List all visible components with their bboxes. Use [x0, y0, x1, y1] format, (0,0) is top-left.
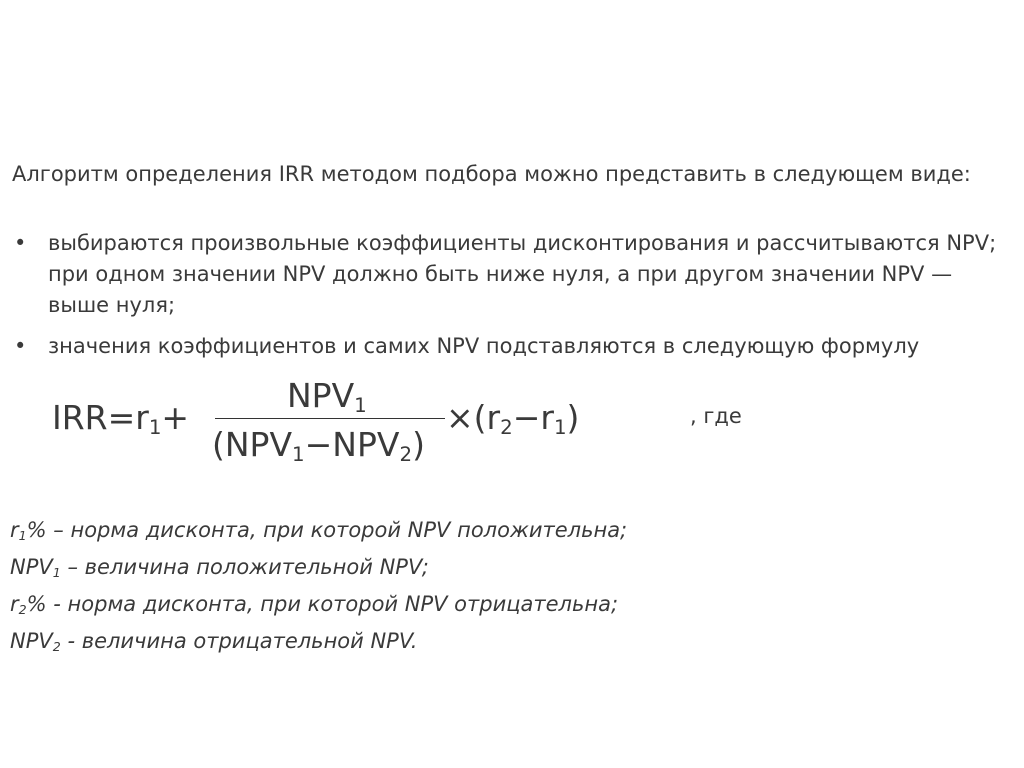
intro-text: Алгоритм определения IRR методом подбора можно представить в следующем виде:	[12, 162, 971, 186]
bullet-item	[12, 228, 1012, 321]
definition-item	[10, 586, 627, 623]
definition-text: - величина отрицательной NPV.	[60, 629, 418, 653]
definition-symbol: NPV	[10, 629, 53, 653]
definition-text: % - норма дисконта, при которой NPV отрицательна;	[26, 592, 619, 616]
formula-sub: 2	[399, 442, 413, 466]
formula-irr: IRR	[52, 398, 108, 437]
bullet-text: значения коэффициентов и самих NPV подставляются в следующую формулу	[48, 334, 920, 358]
formula-npv: NPV	[224, 425, 293, 464]
definition-item	[10, 549, 627, 586]
formula-rhs	[446, 398, 579, 438]
formula-r1: r	[540, 398, 554, 437]
definition-sub: 1	[18, 528, 27, 544]
definition-item	[10, 512, 627, 549]
fraction-bar	[215, 418, 445, 419]
formula-sub: 1	[354, 393, 367, 417]
formula-paren: )	[412, 425, 425, 464]
formula-r2: r	[486, 398, 501, 437]
bullet-mark: •	[14, 231, 27, 255]
formula-sub: 1	[553, 415, 567, 439]
bullet-list	[12, 228, 1012, 372]
definition-item	[10, 623, 627, 660]
where-label: , где	[690, 404, 742, 428]
formula-equals: =	[107, 398, 136, 437]
definition-symbol: r	[10, 592, 19, 616]
formula-r1: r	[135, 398, 149, 437]
formula-times: ×	[446, 398, 474, 437]
definition-sub: 2	[52, 639, 61, 655]
formula-minus: −	[304, 425, 333, 464]
formula-paren: )	[566, 398, 580, 437]
definition-text: % – норма дисконта, при которой NPV положительна;	[26, 518, 628, 542]
bullet-item	[12, 331, 1012, 362]
definition-symbol: r	[10, 518, 19, 542]
formula-paren: (	[473, 398, 487, 437]
formula-numerator	[287, 376, 367, 416]
definition-text: – величина положительной NPV;	[60, 555, 429, 579]
formula-npv: NPV	[287, 376, 355, 415]
formula-plus: +	[161, 398, 190, 437]
formula-npv: NPV	[332, 425, 400, 464]
bullet-mark: •	[14, 334, 27, 358]
definition-symbol: NPV	[10, 555, 53, 579]
definition-sub: 1	[52, 565, 61, 581]
formula-minus: −	[512, 398, 541, 437]
formula-sub: 1	[292, 442, 305, 466]
definition-sub: 2	[18, 602, 27, 618]
formula-paren: (	[212, 425, 225, 464]
definitions-list	[10, 512, 627, 660]
formula-denominator	[212, 425, 425, 465]
formula-sub: 2	[500, 415, 513, 439]
formula-lhs	[52, 398, 189, 438]
bullet-text: выбираются произвольные коэффициенты дисконтирования и рассчитываются NPV; при одном значении NPV должно быть ниже нуля, а при другом значении NPV — выше нуля;	[48, 231, 997, 317]
formula-sub: 1	[148, 415, 162, 439]
